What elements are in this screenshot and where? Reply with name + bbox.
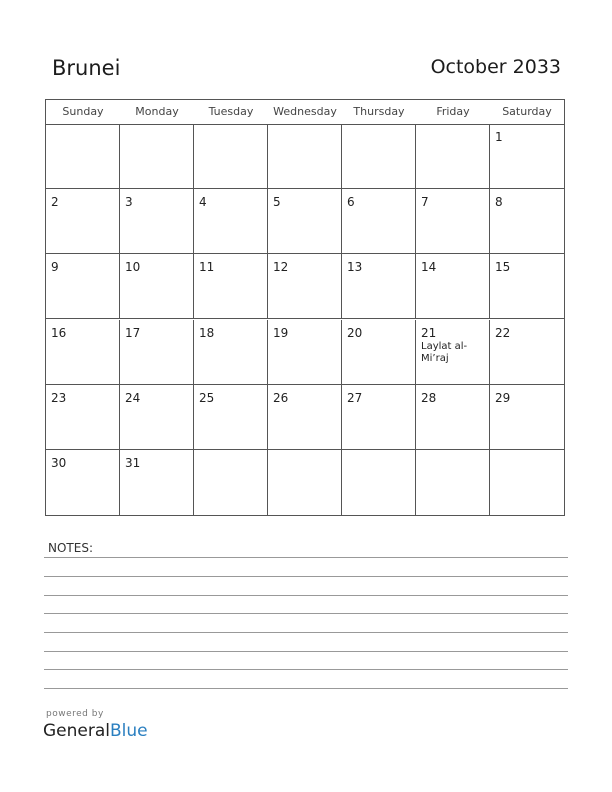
day-number: 8 (495, 195, 503, 210)
day-cell (342, 189, 416, 254)
day-cell (416, 189, 490, 254)
day-number: 4 (199, 195, 207, 210)
day-number: 16 (51, 325, 67, 340)
day-cell (342, 450, 416, 515)
calendar-grid (45, 99, 565, 516)
day-cell (120, 450, 194, 515)
day-cell (120, 189, 194, 254)
day-cell (46, 254, 120, 319)
day-number: 14 (421, 260, 437, 275)
day-number: 1 (495, 130, 503, 144)
day-cell (416, 385, 490, 450)
month-year-title: October 2033 (430, 56, 561, 78)
day-cell (342, 320, 416, 385)
day-cell (120, 254, 194, 319)
brand-general: General (43, 721, 110, 741)
weekday-label: Tuesday (208, 105, 254, 118)
day-number: 10 (125, 260, 141, 275)
day-number: 2 (51, 195, 59, 210)
day-number: 30 (51, 455, 67, 470)
day-number: 29 (495, 390, 511, 405)
day-cell (416, 320, 490, 385)
day-cell (46, 385, 120, 450)
day-cell (490, 320, 564, 385)
day-number: 6 (347, 195, 355, 210)
note-line (44, 557, 568, 558)
day-number: 27 (347, 390, 363, 405)
day-cell (268, 385, 342, 450)
day-cell (120, 320, 194, 385)
day-cell (46, 189, 120, 254)
day-cell (268, 124, 342, 189)
day-number: 28 (421, 390, 437, 405)
day-cell (342, 385, 416, 450)
day-cell (490, 385, 564, 450)
day-number: 19 (273, 325, 289, 340)
day-cell (46, 124, 120, 189)
day-number: 7 (421, 195, 429, 210)
powered-by-text: powered by (46, 709, 104, 719)
weekday-label: Monday (135, 105, 179, 118)
day-number: 18 (199, 325, 215, 340)
note-line (44, 651, 568, 652)
day-number: 5 (273, 195, 281, 210)
day-number: 24 (125, 390, 141, 405)
day-cell (194, 385, 268, 450)
day-cell (416, 124, 490, 189)
day-number: 3 (125, 195, 133, 210)
day-number: 20 (347, 325, 363, 340)
day-cells (46, 124, 564, 515)
day-cell (268, 320, 342, 385)
day-number: 11 (199, 260, 215, 275)
day-cell (194, 254, 268, 319)
note-line (44, 632, 568, 633)
country-title: Brunei (52, 56, 121, 80)
notes-label: NOTES: (48, 541, 93, 555)
note-line (44, 688, 568, 689)
day-number: 25 (199, 390, 215, 405)
day-cell (268, 450, 342, 515)
day-cell (194, 124, 268, 189)
weekday-header-row (46, 100, 564, 125)
note-line (44, 595, 568, 596)
day-cell (490, 450, 564, 515)
day-number: 12 (273, 260, 289, 275)
weekday-label: Saturday (502, 105, 552, 118)
day-cell (194, 189, 268, 254)
day-cell (342, 254, 416, 319)
day-number: 21 (421, 325, 437, 340)
brand-blue: Blue (110, 721, 148, 741)
day-number: 9 (51, 260, 59, 275)
day-cell (46, 450, 120, 515)
holiday-label: Laylat al-Mi’raj (421, 340, 468, 364)
weekday-label: Wednesday (273, 105, 337, 118)
day-number: 22 (495, 325, 511, 340)
day-cell (120, 124, 194, 189)
day-number: 23 (51, 390, 67, 405)
day-cell (46, 320, 120, 385)
day-number: 31 (125, 455, 141, 470)
weekday-label: Thursday (353, 105, 405, 118)
note-line (44, 576, 568, 577)
day-cell (268, 189, 342, 254)
day-cell (268, 254, 342, 319)
day-number: 13 (347, 260, 363, 275)
day-cell (120, 385, 194, 450)
day-cell (490, 189, 564, 254)
day-cell (342, 124, 416, 189)
day-number: 26 (273, 390, 289, 405)
day-number: 15 (495, 260, 511, 275)
generalblue-logo (43, 721, 148, 741)
day-cell (490, 124, 564, 189)
note-line (44, 669, 568, 670)
day-cell (416, 450, 490, 515)
day-number: 17 (125, 325, 141, 340)
day-cell (416, 254, 490, 319)
weekday-label: Friday (436, 105, 470, 118)
day-cell (490, 254, 564, 319)
note-line (44, 613, 568, 614)
day-cell (194, 320, 268, 385)
day-cell (194, 450, 268, 515)
weekday-label: Sunday (62, 105, 104, 118)
